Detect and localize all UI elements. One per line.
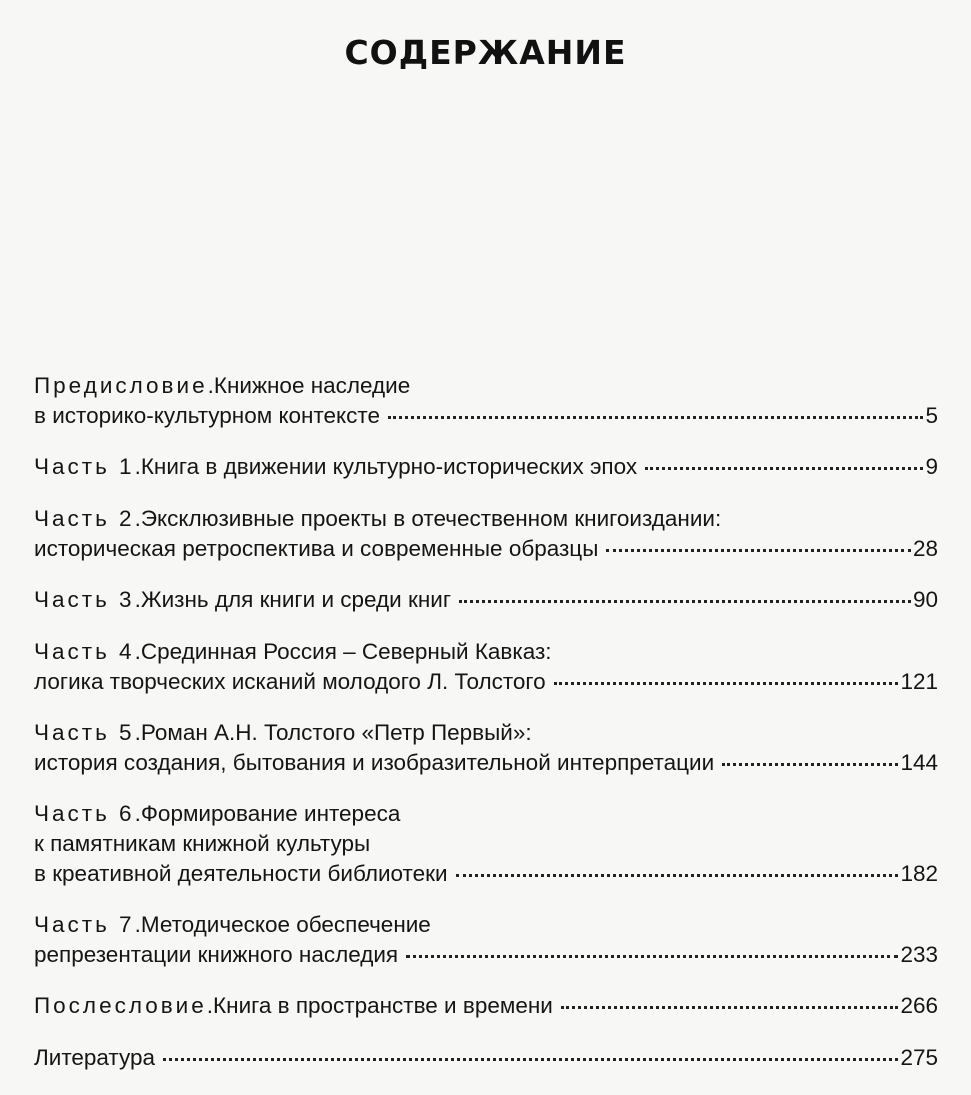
dot-leader (561, 1006, 899, 1009)
toc-entry-title: Книжное наследие (213, 373, 411, 398)
toc-entry-title-cont: историческая ретроспектива и современные образцы (34, 536, 599, 561)
toc-entry-title: Срединная Россия – Северный Кавказ: (140, 639, 552, 664)
toc-entry-lead: Часть 4 (34, 639, 135, 664)
toc-entry-title: Литература (34, 1045, 156, 1070)
toc-line (34, 1043, 938, 1073)
toc-entry-title: Методическое обеспечение (140, 912, 431, 937)
toc-entry-title: Роман А.Н. Толстого «Петр Первый»: (140, 720, 532, 745)
toc-entry-afterword[interactable] (34, 991, 938, 1021)
toc-entry-lead: Часть 2 (34, 506, 135, 531)
toc-separator: . (134, 506, 141, 531)
dot-leader (388, 416, 924, 419)
toc-page-number: 182 (900, 861, 938, 886)
toc-entry-lead: Часть 7 (34, 912, 135, 937)
toc-entry-title-cont: история создания, бытования и изобразительной интерпретации (34, 750, 715, 775)
toc-entry-title: Книга в пространстве и времени (213, 993, 553, 1018)
toc-separator: . (134, 454, 141, 479)
toc-entry-lead: Часть 6 (34, 801, 135, 826)
table-of-contents (34, 371, 938, 1095)
toc-separator: . (134, 912, 141, 937)
toc-line (34, 667, 938, 697)
toc-entry-part-1[interactable] (34, 452, 938, 482)
toc-line (34, 859, 938, 889)
toc-entry-part-3[interactable] (34, 585, 938, 615)
toc-line (34, 748, 938, 778)
toc-line (34, 991, 938, 1021)
toc-line (34, 371, 938, 401)
toc-line (34, 718, 938, 748)
toc-line (34, 504, 938, 534)
toc-entry-lead: Часть 5 (34, 720, 135, 745)
toc-separator: . (206, 993, 214, 1018)
toc-separator: . (134, 587, 141, 612)
dot-leader (606, 549, 911, 552)
toc-entry-part-5[interactable] (34, 718, 938, 778)
toc-entry-title: Эксклюзивные проекты в отечественном книгоиздании: (140, 506, 722, 531)
toc-page-number: 28 (912, 536, 938, 561)
toc-line (34, 829, 938, 859)
toc-line (34, 534, 938, 564)
toc-line (34, 401, 938, 431)
toc-line (34, 585, 938, 615)
dot-leader (406, 955, 898, 958)
toc-entry-part-4[interactable] (34, 637, 938, 697)
toc-line (34, 910, 938, 940)
toc-entry-lead: Часть 1 (34, 454, 135, 479)
page-title: СОДЕРЖАНИЕ (344, 33, 627, 72)
toc-entry-lead: Часть 3 (34, 587, 135, 612)
toc-page-number: 266 (900, 993, 938, 1018)
toc-line (34, 799, 938, 829)
toc-entry-title: Формирование интереса (140, 801, 401, 826)
toc-entry-title-cont: к памятникам книжной культуры (34, 831, 371, 856)
toc-page-number: 144 (900, 750, 938, 775)
toc-entry-title-cont: логика творческих исканий молодого Л. Толстого (34, 669, 546, 694)
toc-page-number: 90 (912, 587, 938, 612)
dot-leader (554, 682, 899, 685)
toc-page-number: 5 (925, 403, 938, 428)
toc-entry-title: Книга в движении культурно-исторических эпох (140, 454, 638, 479)
dot-leader (722, 763, 898, 766)
toc-line (34, 452, 938, 482)
toc-page-number: 9 (925, 454, 938, 479)
toc-entry-part-7[interactable] (34, 910, 938, 970)
toc-separator: . (134, 720, 141, 745)
dot-leader (645, 467, 923, 470)
toc-separator: . (134, 639, 141, 664)
toc-entry-bibliography[interactable] (34, 1043, 938, 1073)
toc-entry-lead: Предисловие (34, 373, 208, 398)
toc-entry-title-cont: репрезентации книжного наследия (34, 942, 399, 967)
dot-leader (459, 600, 911, 603)
toc-separator: . (207, 373, 214, 398)
toc-entry-part-6[interactable] (34, 799, 938, 889)
toc-page-number: 275 (900, 1045, 938, 1070)
toc-entry-title-cont: в историко-культурном контексте (34, 403, 380, 428)
dot-leader (456, 874, 899, 877)
toc-entry-part-2[interactable] (34, 504, 938, 564)
toc-entry-title-cont: в креативной деятельности библиотеки (34, 861, 448, 886)
toc-page-number: 233 (900, 942, 938, 967)
toc-entry-lead: Послесловие (34, 993, 207, 1018)
toc-page-number: 121 (900, 669, 938, 694)
toc-line (34, 940, 938, 970)
toc-entry-title: Жизнь для книги и среди книг (140, 587, 452, 612)
dot-leader (163, 1058, 898, 1061)
toc-separator: . (134, 801, 141, 826)
toc-line (34, 637, 938, 667)
toc-entry-preface[interactable] (34, 371, 938, 431)
